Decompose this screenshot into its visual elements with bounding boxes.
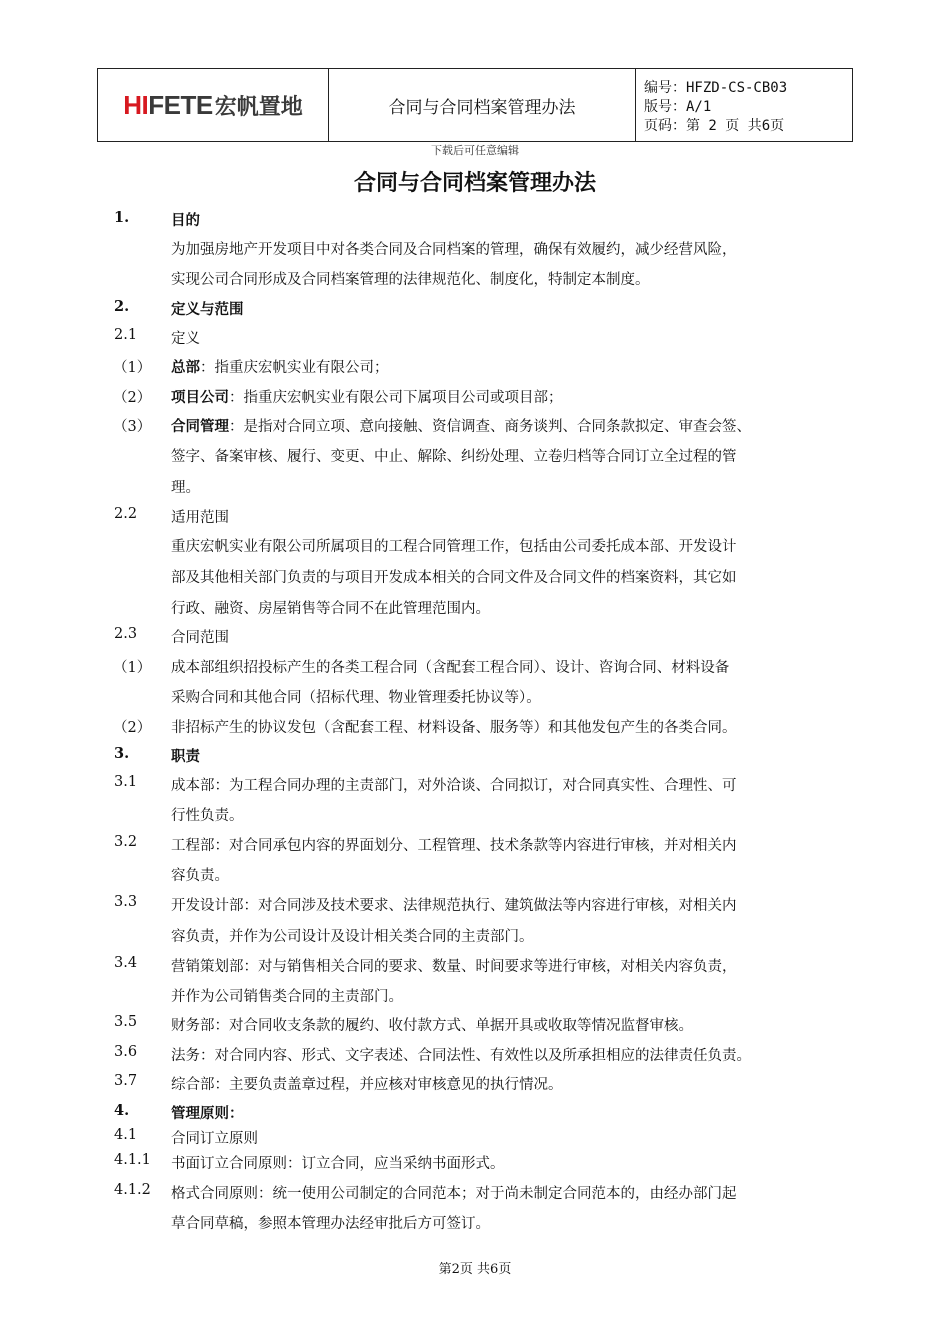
line-text <box>171 506 229 527</box>
line-text <box>171 745 200 766</box>
plain-text: 定义 <box>171 331 200 347</box>
line-text <box>171 209 200 230</box>
line-text <box>171 1073 563 1094</box>
page-indicator: 页码：第 2 页 共6页 <box>644 118 785 134</box>
plain-text: 重庆宏帆实业有限公司所属项目的工程合同管理工作，包括由公司委托成本部、开发设计 <box>171 539 737 555</box>
line-text <box>171 415 751 436</box>
line-text <box>171 1014 693 1035</box>
plain-text: 行政、融资、房屋销售等合同不在此管理范围内。 <box>171 601 490 617</box>
plain-text: 合同范围 <box>171 630 229 646</box>
plain-text: 综合部：主要负责盖章过程，并应核对审核意见的执行情况。 <box>171 1077 563 1093</box>
section-number: 2.2 <box>114 506 138 522</box>
section-number: 4. <box>114 1102 130 1119</box>
section-number: 3.6 <box>114 1044 138 1060</box>
section-number: （2） <box>113 720 152 736</box>
company-logo <box>98 69 329 141</box>
bold-term: 合同管理 <box>171 419 229 435</box>
bold-term: 职责 <box>171 749 200 765</box>
section-number: 3.5 <box>114 1014 138 1030</box>
plain-text: 采购合同和其他合同（招标代理、物业管理委托协议等）。 <box>171 690 541 706</box>
line-text <box>171 356 389 377</box>
section-number: 2.3 <box>114 626 138 642</box>
line-text <box>171 597 490 618</box>
section-number: 3.4 <box>114 955 138 971</box>
section-number: 3.1 <box>114 774 138 790</box>
line-text <box>171 268 650 289</box>
plain-text: 法务：对合同内容、形式、文字表述、合同法性、有效性以及所承担相应的法律责任负责。 <box>171 1048 751 1064</box>
header-title: 合同与合同档案管理办法 <box>329 69 636 141</box>
line-text <box>171 716 737 737</box>
plain-text: 财务部：对合同收支条款的履约、收付款方式、单据开具或收取等情况监督审核。 <box>171 1018 693 1034</box>
edit-note: 下载后可任意编辑 <box>431 144 519 157</box>
line-text <box>171 535 737 556</box>
section-number: 4.1 <box>114 1127 138 1143</box>
plain-text: 并作为公司销售类合同的主责部门。 <box>171 989 403 1005</box>
line-text <box>171 955 737 976</box>
section-number: （2） <box>113 390 152 406</box>
line-text <box>171 566 737 587</box>
line-text <box>171 386 563 407</box>
section-number: （1） <box>113 660 152 676</box>
section-number: 4.1.2 <box>114 1182 151 1198</box>
plain-text: 行性负责。 <box>171 808 244 824</box>
page-footer: 第2页 共6页 <box>438 1262 512 1277</box>
section-number: 3. <box>114 745 130 762</box>
plain-text: 理。 <box>171 480 200 496</box>
plain-text: 非招标产生的协议发包（含配套工程、材料设备、服务等）和其他发包产生的各类合同。 <box>171 720 737 736</box>
plain-text: ：是指对合同立项、意向接触、资信调查、商务谈判、合同条款拟定、审查会签、 <box>229 419 751 435</box>
plain-text: 成本部组织招投标产生的各类工程合同（含配套工程合同）、设计、咨询合同、材料设备 <box>171 660 730 676</box>
line-text <box>171 925 534 946</box>
line-text <box>171 298 244 319</box>
plain-text: 合同订立原则 <box>171 1131 258 1147</box>
bold-term: 目的 <box>171 213 200 229</box>
logo-chinese-name: 宏帆置地 <box>214 93 303 119</box>
plain-text: 实现公司合同形成及合同档案管理的法律规范化、制度化，特制定本制度。 <box>171 272 650 288</box>
line-text <box>171 626 229 647</box>
section-number: 4.1.1 <box>114 1152 151 1168</box>
plain-text: 适用范围 <box>171 510 229 526</box>
plain-text: 书面订立合同原则：订立合同，应当采纳书面形式。 <box>171 1156 505 1172</box>
line-text <box>171 834 737 855</box>
logo-gray-letters: FETE <box>148 89 213 120</box>
bold-term: 总部 <box>171 360 200 376</box>
plain-text: 部及其他相关部门负责的与项目开发成本相关的合同文件及合同文件的档案资料，其它如 <box>171 570 737 586</box>
document-version: 版号：A/1 <box>644 99 712 115</box>
line-text <box>171 476 200 497</box>
header-info <box>636 69 852 141</box>
document-code: 编号：HFZD-CS-CB03 <box>644 80 788 96</box>
line-text <box>171 1152 505 1173</box>
plain-text: 格式合同原则：统一使用公司制定的合同范本；对于尚未制定合同范本的，由经办部门起 <box>171 1186 737 1202</box>
line-text <box>171 327 200 348</box>
section-number: （3） <box>113 419 152 435</box>
line-text <box>171 1102 244 1123</box>
section-number: 1. <box>114 209 130 226</box>
document-header-table <box>97 68 853 142</box>
line-text <box>171 686 541 707</box>
bold-term: 管理原则： <box>171 1106 244 1122</box>
line-text <box>171 1212 490 1233</box>
plain-text: 开发设计部：对合同涉及技术要求、法律规范执行、建筑做法等内容进行审核，对相关内 <box>171 898 737 914</box>
line-text <box>171 238 737 259</box>
line-text <box>171 804 244 825</box>
plain-text: 容负责，并作为公司设计及设计相关类合同的主责部门。 <box>171 929 534 945</box>
plain-text: 为加强房地产开发项目中对各类合同及合同档案的管理，确保有效履约，减少经营风险， <box>171 242 737 258</box>
plain-text: 草合同草稿，参照本管理办法经审批后方可签订。 <box>171 1216 490 1232</box>
section-number: 3.7 <box>114 1073 138 1089</box>
plain-text: 签字、备案审核、履行、变更、中止、解除、纠纷处理、立卷归档等合同订立全过程的管 <box>171 449 737 465</box>
section-number: 2.1 <box>114 327 138 343</box>
line-text <box>171 445 737 466</box>
logo-red-letters: HI <box>123 89 149 120</box>
bold-term: 定义与范围 <box>171 302 244 318</box>
plain-text: ：指重庆宏帆实业有限公司； <box>200 360 389 376</box>
line-text <box>171 656 729 677</box>
line-text <box>171 864 229 885</box>
plain-text: ：指重庆宏帆实业有限公司下属项目公司或项目部； <box>229 390 563 406</box>
line-text <box>171 985 403 1006</box>
section-number: （1） <box>113 360 152 376</box>
line-text <box>171 1044 751 1065</box>
line-text <box>171 1127 258 1148</box>
section-number: 3.2 <box>114 834 138 850</box>
plain-text: 营销策划部：对与销售相关合同的要求、数量、时间要求等进行审核，对相关内容负责， <box>171 959 737 975</box>
line-text <box>171 774 737 795</box>
section-number: 3.3 <box>114 894 138 910</box>
plain-text: 成本部：为工程合同办理的主责部门，对外洽谈、合同拟订，对合同真实性、合理性、可 <box>171 778 737 794</box>
bold-term: 项目公司 <box>171 390 229 406</box>
line-text <box>171 1182 737 1203</box>
plain-text: 工程部：对合同承包内容的界面划分、工程管理、技术条款等内容进行审核，并对相关内 <box>171 838 737 854</box>
section-number: 2. <box>114 298 130 315</box>
line-text <box>171 894 737 915</box>
page-title: 合同与合同档案管理办法 <box>353 171 596 196</box>
plain-text: 容负责。 <box>171 868 229 884</box>
